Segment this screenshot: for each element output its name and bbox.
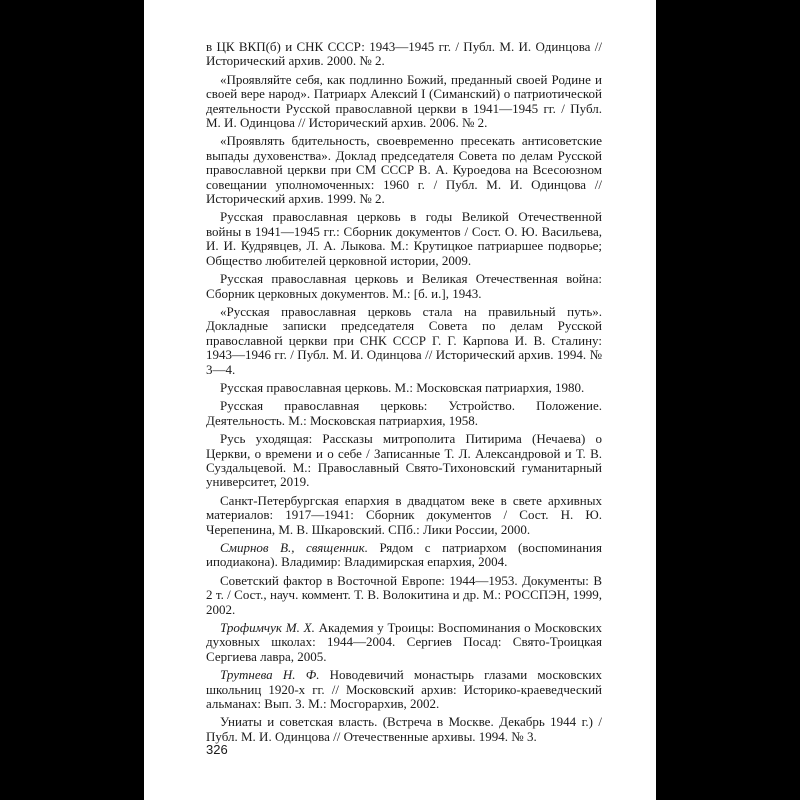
entry-text: Академия у Троицы: Воспоминания о Московских духовных школах: 1944—2004. Сергиев Посад: Свято-Троицкая Сергиева лавра, 2005. bbox=[206, 620, 602, 664]
entry-text: Русь уходящая: Рассказы митрополита Питирима (Нечаева) о Церкви, о времени и о себе / Записанные Т. Л. Александровой и Т. В. Суздальцевой. М.: Православный Свято-Тихоновский гуманитарный университет, 2019. bbox=[206, 431, 602, 490]
entry-text: Советский фактор в Восточной Европе: 1944—1953. Документы: В 2 т. / Сост., науч. коммент. Т. В. Волокитина и др. М.: РОССПЭН, 1999, 2002. bbox=[206, 572, 602, 617]
entry-text: Русская православная церковь: Устройство. Положение. Деятельность. М.: Московская патриархия, 1958. bbox=[206, 398, 602, 428]
bibliography-entry bbox=[206, 574, 602, 617]
entry-text: «Русская православная церковь стала на правильный путь». Докладные записки председателя Совета по делам Русской православной церкви при СНК СССР Г. Г. Карпова И. В. Сталину: 1943—1946 гг. / Публ. М. И. Одинцова // Исторический архив. 1994. № 3—4. bbox=[206, 303, 602, 377]
entry-text: Рядом с патриархом (воспоминания иподиакона). Владимир: Владимирская епархия, 2004. bbox=[206, 540, 603, 570]
entry-author: Трутнева Н. Ф. bbox=[220, 667, 320, 683]
bibliography-entry bbox=[206, 210, 602, 268]
bibliography-list bbox=[206, 40, 602, 748]
bibliography-entry bbox=[206, 494, 602, 537]
bibliography-entry bbox=[206, 40, 602, 69]
entry-text: Русская православная церковь и Великая Отечественная война: Сборник церковных документов. М.: [б. и.], 1943. bbox=[206, 271, 602, 301]
entry-author: Трофимчук М. Х. bbox=[220, 620, 315, 636]
bibliography-entry bbox=[206, 432, 602, 490]
bibliography-entry bbox=[206, 134, 602, 206]
page-number: 326 bbox=[206, 742, 228, 757]
bibliography-entry bbox=[206, 715, 602, 744]
bibliography-entry bbox=[206, 399, 602, 428]
bibliography-entry bbox=[206, 73, 602, 131]
entry-text: Русская православная церковь. М.: Московская патриархия, 1980. bbox=[220, 379, 585, 395]
entry-text: в ЦК ВКП(б) и СНК СССР: 1943—1945 гг. / Публ. М. И. Одинцова // Исторический архив. 2000. № 2. bbox=[206, 39, 602, 69]
entry-author: Смирнов В., священник. bbox=[220, 540, 368, 555]
bibliography-entry bbox=[206, 272, 602, 301]
entry-text: «Проявлять бдительность, своевременно пресекать антисоветские выпады духовенства». Доклад председателя Совета по делам Русской православной церкви при СМ СССР В. А. Куроедова на Всесоюзном совещании уполномоченных: 1960 г. / Публ. М. И. Одинцова // Исторический архив. 1999. № 2. bbox=[206, 133, 602, 207]
entry-text: Русская православная церковь в годы Великой Отечественной войны в 1941—1945 гг.: Сборник документов / Сост. О. Ю. Васильева, И. И. Кудрявцев, Л. А. Лыкова. М.: Крутицкое патриаршее подворье; Общество любителей церковной истории, 2009. bbox=[206, 209, 602, 268]
entry-text: Новодевичий монастырь глазами московских школьниц 1920-х гг. // Московский архив: Историко-краеведческий альманах: Вып. 3. М.: Мосгорархив, 2002. bbox=[206, 667, 602, 712]
bibliography-entry bbox=[206, 541, 602, 570]
entry-text: Униаты и советская власть. (Встреча в Москве. Декабрь 1944 г.) / Публ. М. И. Одинцова // Отечественные архивы. 1994. № 3. bbox=[206, 714, 602, 744]
book-page bbox=[144, 0, 656, 800]
bibliography-entry bbox=[206, 305, 602, 377]
entry-text: «Проявляйте себя, как подлинно Божий, преданный своей Родине и своей вере народ». Патриарх Алексий I (Симанский) о патриотической деятельности Русской православной церкви в 1941—1945 гг. / Публ. М. И. Одинцова // Исторический архив. 2006. № 2. bbox=[206, 71, 602, 131]
entry-text: Санкт-Петербургская епархия в двадцатом веке в свете архивных материалов: 1917—1941: Сборник документов / Сост. Н. Ю. Черепенина, М. В. Шкаровский. СПб.: Лики России, 2000. bbox=[206, 492, 602, 537]
bibliography-entry bbox=[206, 381, 602, 395]
bibliography-entry bbox=[206, 668, 602, 711]
bibliography-entry bbox=[206, 621, 602, 664]
